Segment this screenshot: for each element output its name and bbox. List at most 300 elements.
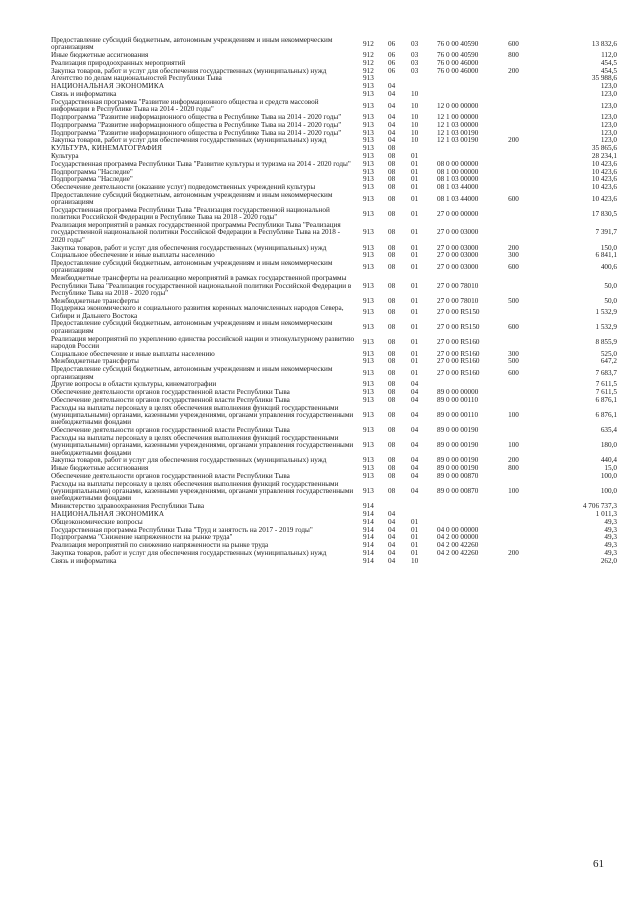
ministry-code-cell: 914 — [363, 509, 374, 518]
ministry-code-cell: 913 — [363, 90, 374, 99]
section-code-cell: 08 — [388, 167, 396, 176]
section-code-cell: 04 — [388, 509, 396, 518]
amount-cell: 112,0 — [601, 51, 617, 60]
expense-type-code-cell: 500 — [508, 296, 519, 305]
expense-type-code-cell — [497, 83, 530, 91]
section-code-cell: 04 — [388, 90, 396, 99]
ministry-code-cell: 913 — [363, 349, 374, 358]
amount-cell: 28 234,1 — [591, 151, 617, 160]
subsection-code-cell: 04 — [411, 426, 419, 435]
section-code-cell: 06 — [388, 58, 396, 67]
ministry-code-cell: 913 — [363, 194, 374, 203]
amount-cell: 262,0 — [600, 556, 617, 565]
ministry-code-cell: 913 — [363, 368, 374, 377]
amount-cell: 10 423,6 — [591, 175, 617, 184]
amount-cell: 123,0 — [600, 101, 617, 110]
expense-type-code-cell: 600 — [508, 368, 519, 377]
amount-cell: 35 988,6 — [591, 74, 617, 83]
amount-cell: 150,0 — [600, 243, 617, 252]
ministry-code-cell: 912 — [363, 66, 374, 75]
ministry-code-cell: 914 — [363, 502, 374, 511]
expense-type-code-cell — [497, 336, 530, 351]
table-row — [51, 550, 617, 558]
amount-cell: 17 830,5 — [591, 209, 617, 218]
expense-name-cell: Предоставление субсидий бюджетным, автономным учреждениям и иным некоммерческим организациям — [51, 319, 333, 335]
subsection-code-cell: 03 — [411, 51, 419, 60]
subsection-code-cell: 01 — [411, 183, 419, 192]
ministry-code-cell: 913 — [363, 120, 374, 129]
expense-type-code-cell: 200 — [508, 136, 519, 145]
expense-name-cell: Обеспечение деятельности органов государственной власти Республики Тыва — [51, 388, 290, 397]
page-number: 61 — [593, 858, 604, 870]
ministry-code-cell: 913 — [363, 281, 374, 290]
section-code-cell: 04 — [388, 120, 396, 129]
target-article-code-cell: 04 2 00 00000 — [437, 533, 479, 542]
expense-type-code-cell: 200 — [508, 66, 519, 75]
ministry-code-cell: 914 — [363, 556, 374, 565]
expense-name-cell: Общеэкономические вопросы — [51, 517, 143, 526]
amount-cell: 123,0 — [600, 136, 617, 145]
ministry-code-cell: 913 — [363, 228, 374, 237]
subsection-code-cell: 10 — [411, 101, 419, 110]
expense-name-cell: Реализация мероприятий в рамках государственной программы Республики Тыва "Реализация государственной национальной политики Российской Федерации в Республике Тыва на 2018 - 2020 годы" — [51, 221, 341, 244]
target-article-code-cell: 89 0 00 00190 — [437, 456, 479, 465]
ministry-code-cell: 913 — [363, 144, 374, 153]
subsection-code-cell: 01 — [411, 209, 419, 218]
target-article-code-cell — [437, 91, 497, 99]
expense-name-cell: Межбюджетные трансферты на реализацию мероприятий в рамках государственной программы Республики Тыва "Реализация государственной национальной политики Российской Федерации в Республике Тыва на 2018 - 2020 годы" — [51, 274, 352, 297]
expense-type-code-cell — [497, 145, 530, 153]
section-code-cell: 08 — [388, 251, 396, 260]
subsection-code-cell: 10 — [411, 120, 419, 129]
target-article-code-cell: 27 0 00 R5160 — [437, 357, 480, 366]
section-code-cell: 04 — [388, 82, 396, 91]
amount-cell: 123,0 — [600, 90, 617, 99]
subsection-code-cell: 01 — [411, 262, 419, 271]
amount-cell: 4 706 737,3 — [582, 502, 617, 511]
section-code-cell: 08 — [388, 183, 396, 192]
section-code-cell: 08 — [388, 411, 396, 420]
target-article-code-cell — [437, 75, 497, 83]
amount-cell: 50,0 — [604, 281, 617, 290]
budget-document — [51, 37, 617, 565]
expense-name-cell: Поддержка экономического и социального развития коренных малочисленных народов Севера, Сибири и Дальнего Востока — [51, 304, 344, 320]
expense-type-code-cell — [497, 176, 530, 184]
ministry-code-cell: 913 — [363, 388, 374, 397]
section-code-cell: 06 — [388, 66, 396, 75]
subsection-code-cell: 01 — [411, 228, 419, 237]
ministry-code-cell: 913 — [363, 380, 374, 389]
expense-name-cell: Предоставление субсидий бюджетным, автономным учреждениям и иным некоммерческим организациям — [51, 365, 333, 381]
amount-cell: 7 391,7 — [595, 228, 617, 237]
section-code-cell: 04 — [388, 541, 396, 550]
target-article-code-cell: 27 0 00 R5160 — [437, 338, 480, 347]
expense-type-code-cell: 600 — [508, 194, 519, 203]
subsection-code-cell: 10 — [411, 90, 419, 99]
expense-type-code-cell — [497, 122, 530, 130]
expense-type-code-cell — [497, 114, 530, 122]
section-code-cell: 08 — [388, 395, 396, 404]
amount-cell: 6 841,1 — [595, 251, 617, 260]
section-code-cell: 04 — [388, 548, 396, 557]
target-article-code-cell: 89 0 00 00110 — [437, 395, 479, 404]
expense-name-cell: Закупка товаров, работ и услуг для обеспечения государственных (муниципальных) нужд — [51, 548, 327, 557]
expense-type-code-cell: 300 — [508, 349, 519, 358]
expense-type-code-cell: 200 — [508, 548, 519, 557]
expense-name-cell: Межбюджетные трансферты — [51, 296, 139, 305]
target-article-code-cell: 27 0 00 03000 — [437, 228, 479, 237]
amount-cell: 400,6 — [600, 262, 617, 271]
expense-type-code-cell: 100 — [508, 487, 519, 496]
subsection-code-cell: 01 — [411, 357, 419, 366]
expense-name-cell: Расходы на выплаты персоналу в целях обеспечения выполнения функций государственными (муниципальными) органами, казенными учреждениями, органами управления государственными внебюджетными фондами — [51, 433, 354, 457]
expense-name-cell: Расходы на выплаты персоналу в целях обеспечения выполнения функций государственными (муниципальными) органами, казенными учреждениями, органами управления государственными внебюджетными фондами — [51, 403, 354, 427]
target-article-code-cell — [437, 511, 497, 519]
subsection-code-cell: 04 — [411, 395, 419, 404]
table-row — [51, 320, 617, 335]
section-code-cell: 08 — [388, 380, 396, 389]
expense-name-cell: Подпрограмма "Наследие" — [51, 167, 133, 176]
section-code-cell: 04 — [388, 556, 396, 565]
expense-type-code-cell — [497, 558, 530, 566]
expense-name-cell: Государственная программа "Развитие информационного общества и средств массовой информации в Республике Тыва на 2014 - 2020 годы" — [51, 97, 319, 114]
ministry-code-cell: 913 — [363, 82, 374, 91]
amount-cell: 10 423,6 — [591, 194, 617, 203]
target-article-code-cell: 27 0 00 78010 — [437, 281, 479, 290]
expense-type-code-cell — [497, 75, 530, 83]
ministry-code-cell: 912 — [363, 51, 374, 60]
target-article-code-cell: 12 1 03 00190 — [437, 128, 479, 137]
ministry-code-cell: 913 — [363, 151, 374, 160]
amount-cell: 49,3 — [604, 517, 617, 526]
expense-type-code-cell — [497, 207, 530, 222]
subsection-code-cell: 04 — [411, 380, 419, 389]
table-row — [51, 83, 617, 91]
ministry-code-cell: 913 — [363, 323, 374, 332]
subsection-code-cell: 04 — [411, 441, 419, 450]
target-article-code-cell: 27 0 00 R5160 — [437, 349, 480, 358]
table-row — [51, 99, 617, 114]
ministry-code-cell: 913 — [363, 251, 374, 260]
ministry-code-cell: 912 — [363, 58, 374, 67]
target-article-code-cell: 76 0 00 46000 — [437, 58, 479, 67]
amount-cell: 525,0 — [600, 349, 617, 358]
ministry-code-cell: 913 — [363, 243, 374, 252]
subsection-code-cell: 01 — [411, 323, 419, 332]
expense-name-cell: Реализация мероприятий по укреплению единства российской нации и этнокультурному развитию народов России — [51, 334, 355, 350]
expense-name-cell: Обеспечение деятельности органов государственной власти Республики Тыва — [51, 471, 290, 480]
ministry-code-cell: 914 — [363, 548, 374, 557]
ministry-code-cell: 913 — [363, 101, 374, 110]
subsection-code-cell: 04 — [411, 464, 419, 473]
target-article-code-cell: 08 1 03 00000 — [437, 175, 479, 184]
budget-table-body — [51, 37, 617, 565]
ministry-code-cell: 913 — [363, 262, 374, 271]
amount-cell: 49,3 — [604, 533, 617, 542]
expense-name-cell: Министерство здравоохранения Республики Тыва — [51, 502, 205, 511]
expense-name-cell: Государственная программа Республики Тыва "Реализация государственной национальной политики Российской Федерации в Республике Тыва на 2018 - 2020 годы" — [51, 206, 330, 222]
expense-type-code-cell: 200 — [508, 456, 519, 465]
expense-name-cell: Подпрограмма "Наследие" — [51, 175, 133, 184]
subsection-code-cell: 04 — [411, 456, 419, 465]
section-code-cell: 08 — [388, 338, 396, 347]
amount-cell: 10 423,6 — [591, 159, 617, 168]
amount-cell: 180,0 — [600, 441, 617, 450]
expense-type-code-cell: 800 — [508, 51, 519, 60]
amount-cell: 123,0 — [600, 112, 617, 121]
section-code-cell: 04 — [388, 101, 396, 110]
expense-name-cell: Подпрограмма "Снижение напряженности на рынке труда" — [51, 533, 233, 542]
section-code-cell: 08 — [388, 296, 396, 305]
section-code-cell: 08 — [388, 194, 396, 203]
expense-type-code-cell: 100 — [508, 411, 519, 420]
amount-cell: 7 611,5 — [595, 380, 617, 389]
expense-name-cell: Предоставление субсидий бюджетным, автономным учреждениям и иным некоммерческим организациям — [51, 36, 333, 52]
expense-name-cell: Другие вопросы в области культуры, кинематографии — [51, 380, 217, 389]
subsection-code-cell: 04 — [411, 388, 419, 397]
expense-name-cell: Предоставление субсидий бюджетным, автономным учреждениям и иным некоммерческим организациям — [51, 190, 333, 207]
section-code-cell: 08 — [388, 243, 396, 252]
amount-cell: 50,0 — [604, 296, 617, 305]
expense-name-cell: Реализация природоохранных мероприятий — [51, 58, 186, 67]
target-article-code-cell: 12 0 00 00000 — [437, 101, 479, 110]
subsection-code-cell: 03 — [411, 58, 419, 67]
section-code-cell: 08 — [388, 441, 396, 450]
expense-type-code-cell — [497, 91, 530, 99]
target-article-code-cell — [437, 145, 497, 153]
ministry-code-cell: 913 — [363, 441, 374, 450]
expense-name-cell: Обеспечение деятельности органов государственной власти Республики Тыва — [51, 395, 290, 404]
section-code-cell: 08 — [388, 228, 396, 237]
subsection-code-cell: 03 — [411, 39, 419, 48]
target-article-code-cell: 27 0 00 78010 — [437, 296, 479, 305]
section-code-cell: 04 — [388, 112, 396, 121]
section-code-cell: 08 — [388, 209, 396, 218]
section-code-cell: 08 — [388, 471, 396, 480]
target-article-code-cell: 89 0 00 00110 — [437, 411, 479, 420]
ministry-code-cell: 913 — [363, 296, 374, 305]
target-article-code-cell: 08 1 00 00000 — [437, 167, 479, 176]
amount-cell: 1 532,9 — [595, 308, 617, 317]
amount-cell: 1 532,9 — [595, 323, 617, 332]
ministry-code-cell: 913 — [363, 136, 374, 145]
amount-cell: 100,0 — [600, 471, 617, 480]
expense-type-code-cell — [497, 99, 530, 114]
table-row — [51, 37, 617, 52]
target-article-code-cell: 04 2 00 42260 — [437, 548, 479, 557]
ministry-code-cell: 913 — [363, 464, 374, 473]
amount-cell: 6 876,1 — [595, 411, 617, 420]
ministry-code-cell: 912 — [363, 39, 374, 48]
section-code-cell: 04 — [388, 533, 396, 542]
amount-cell: 635,4 — [600, 426, 617, 435]
subsection-code-cell: 01 — [411, 517, 419, 526]
target-article-code-cell: 76 0 00 40590 — [437, 51, 479, 60]
expense-name-cell: Подпрограмма "Развитие информационного общества в Республике Тыва на 2014 - 2020 годы" — [51, 128, 342, 137]
ministry-code-cell: 914 — [363, 517, 374, 526]
amount-cell: 7 611,5 — [595, 388, 617, 397]
amount-cell: 10 423,6 — [591, 167, 617, 176]
section-code-cell: 08 — [388, 323, 396, 332]
expense-name-cell: Закупка товаров, работ и услуг для обеспечения государственных (муниципальных) нужд — [51, 456, 327, 465]
ministry-code-cell: 913 — [363, 357, 374, 366]
table-row — [51, 207, 617, 222]
subsection-code-cell: 01 — [411, 281, 419, 290]
section-code-cell: 08 — [388, 308, 396, 317]
amount-cell: 454,5 — [600, 66, 617, 75]
target-article-code-cell: 27 0 00 03000 — [437, 251, 479, 260]
subsection-code-cell: 01 — [411, 194, 419, 203]
expense-name-cell: Иные бюджетные ассигнования — [51, 464, 149, 473]
table-row — [51, 405, 617, 427]
amount-cell: 49,3 — [604, 548, 617, 557]
expense-name-cell: Социальное обеспечение и иные выплаты населению — [51, 251, 215, 260]
amount-cell: 440,4 — [600, 456, 617, 465]
subsection-code-cell: 10 — [411, 112, 419, 121]
section-code-cell: 08 — [388, 262, 396, 271]
ministry-code-cell: 913 — [363, 395, 374, 404]
amount-cell: 100,0 — [600, 487, 617, 496]
section-code-cell: 08 — [388, 426, 396, 435]
subsection-code-cell: 01 — [411, 175, 419, 184]
expense-type-code-cell — [497, 222, 530, 244]
section-code-cell: 08 — [388, 159, 396, 168]
expense-type-code-cell — [497, 169, 530, 177]
expense-name-cell: Подпрограмма "Развитие информационного общества в Республике Тыва на 2014 - 2020 годы" — [51, 120, 342, 129]
table-row — [51, 481, 617, 503]
expense-type-code-cell — [497, 527, 530, 535]
expense-type-code-cell — [497, 519, 530, 527]
expense-type-code-cell — [497, 275, 530, 297]
amount-cell: 1 011,3 — [595, 509, 617, 518]
subsection-code-cell: 04 — [411, 471, 419, 480]
ministry-code-cell: 913 — [363, 167, 374, 176]
target-article-code-cell: 27 0 00 03000 — [437, 262, 479, 271]
target-article-code-cell: 89 0 00 00870 — [437, 471, 479, 480]
section-code-cell: 08 — [388, 368, 396, 377]
ministry-code-cell: 914 — [363, 525, 374, 534]
section-code-cell: 06 — [388, 39, 396, 48]
ministry-code-cell: 913 — [363, 487, 374, 496]
table-row — [51, 260, 617, 275]
section-code-cell: 08 — [388, 357, 396, 366]
ministry-code-cell: 913 — [363, 112, 374, 121]
section-code-cell: 04 — [388, 128, 396, 137]
target-article-code-cell: 04 2 00 42260 — [437, 541, 479, 550]
target-article-code-cell: 08 0 00 00000 — [437, 159, 479, 168]
section-code-cell: 08 — [388, 151, 396, 160]
subsection-code-cell: 01 — [411, 338, 419, 347]
expense-name-cell: Агентство по делам национальностей Республики Тыва — [51, 74, 222, 83]
section-code-cell: 08 — [388, 388, 396, 397]
amount-cell: 10 423,6 — [591, 183, 617, 192]
subsection-code-cell: 01 — [411, 541, 419, 550]
expense-type-code-cell: 100 — [508, 441, 519, 450]
expense-type-code-cell — [497, 381, 530, 389]
ministry-code-cell: 913 — [363, 471, 374, 480]
expense-type-code-cell — [497, 503, 530, 511]
amount-cell: 647,2 — [600, 357, 617, 366]
target-article-code-cell: 27 0 00 00000 — [437, 209, 479, 218]
target-article-code-cell: 27 0 00 R5160 — [437, 368, 480, 377]
expense-type-code-cell: 200 — [508, 243, 519, 252]
budget-table — [51, 37, 617, 565]
ministry-code-cell: 914 — [363, 533, 374, 542]
table-row — [51, 435, 617, 457]
expense-type-code-cell: 300 — [508, 251, 519, 260]
expense-type-code-cell — [497, 427, 530, 435]
table-row — [51, 336, 617, 351]
ministry-code-cell: 914 — [363, 541, 374, 550]
table-row — [51, 161, 617, 169]
expense-name-cell: Связь и информатика — [51, 556, 117, 565]
expense-name-cell: Культура — [51, 151, 79, 160]
expense-name-cell: Предоставление субсидий бюджетным, автономным учреждениям и иным некоммерческим организациям — [51, 259, 333, 275]
expense-type-code-cell: 800 — [508, 464, 519, 473]
ministry-code-cell: 913 — [363, 338, 374, 347]
amount-cell: 6 876,1 — [595, 395, 617, 404]
subsection-code-cell: 04 — [411, 411, 419, 420]
subsection-code-cell: 04 — [411, 487, 419, 496]
table-row — [51, 222, 617, 244]
section-code-cell: 08 — [388, 464, 396, 473]
ministry-code-cell: 913 — [363, 308, 374, 317]
expense-type-code-cell: 600 — [508, 39, 519, 48]
subsection-code-cell: 01 — [411, 308, 419, 317]
amount-cell: 15,0 — [604, 464, 617, 473]
section-code-cell: 08 — [388, 349, 396, 358]
expense-name-cell: НАЦИОНАЛЬНАЯ ЭКОНОМИКА — [51, 82, 165, 91]
ministry-code-cell: 913 — [363, 183, 374, 192]
expense-type-code-cell — [497, 389, 530, 397]
amount-cell: 49,3 — [604, 541, 617, 550]
table-row — [51, 192, 617, 207]
subsection-code-cell: 01 — [411, 159, 419, 168]
section-code-cell: 08 — [388, 144, 396, 153]
expense-type-code-cell — [497, 397, 530, 405]
target-article-code-cell: 08 1 03 44000 — [437, 183, 479, 192]
ministry-code-cell: 913 — [363, 411, 374, 420]
ministry-code-cell: 913 — [363, 74, 374, 83]
section-code-cell: 08 — [388, 487, 396, 496]
expense-type-code-cell — [497, 534, 530, 542]
section-code-cell: 04 — [388, 136, 396, 145]
target-article-code-cell: 76 0 00 40590 — [437, 39, 479, 48]
table-row — [51, 366, 617, 381]
subsection-code-cell: 01 — [411, 533, 419, 542]
amount-cell: 35 865,6 — [591, 144, 617, 153]
expense-name-cell: Государственная программа Республики Тыва "Развитие культуры и туризма на 2014 - 2020 годы" — [51, 159, 351, 168]
section-code-cell: 08 — [388, 456, 396, 465]
expense-name-cell: Реализация мероприятий по снижению напряженности на рынке труда — [51, 541, 269, 550]
target-article-code-cell: 12 1 00 00000 — [437, 112, 479, 121]
target-article-code-cell — [437, 558, 497, 566]
subsection-code-cell: 01 — [411, 349, 419, 358]
ministry-code-cell: 913 — [363, 426, 374, 435]
expense-type-code-cell — [497, 161, 530, 169]
amount-cell: 123,0 — [600, 120, 617, 129]
expense-type-code-cell — [497, 153, 530, 161]
target-article-code-cell: 27 0 00 R5150 — [437, 308, 480, 317]
subsection-code-cell: 01 — [411, 368, 419, 377]
expense-name-cell: Закупка товаров, работ и услуг для обеспечения государственных (муниципальных) нужд — [51, 243, 327, 252]
target-article-code-cell: 12 1 03 00000 — [437, 120, 479, 129]
expense-type-code-cell — [497, 305, 530, 320]
expense-type-code-cell: 500 — [508, 357, 519, 366]
ministry-code-cell: 913 — [363, 175, 374, 184]
expense-name-cell: Межбюджетные трансферты — [51, 357, 139, 366]
expense-name-cell: Государственная программа Республики Тыва "Труд и занятость на 2017 - 2019 годы" — [51, 525, 313, 534]
